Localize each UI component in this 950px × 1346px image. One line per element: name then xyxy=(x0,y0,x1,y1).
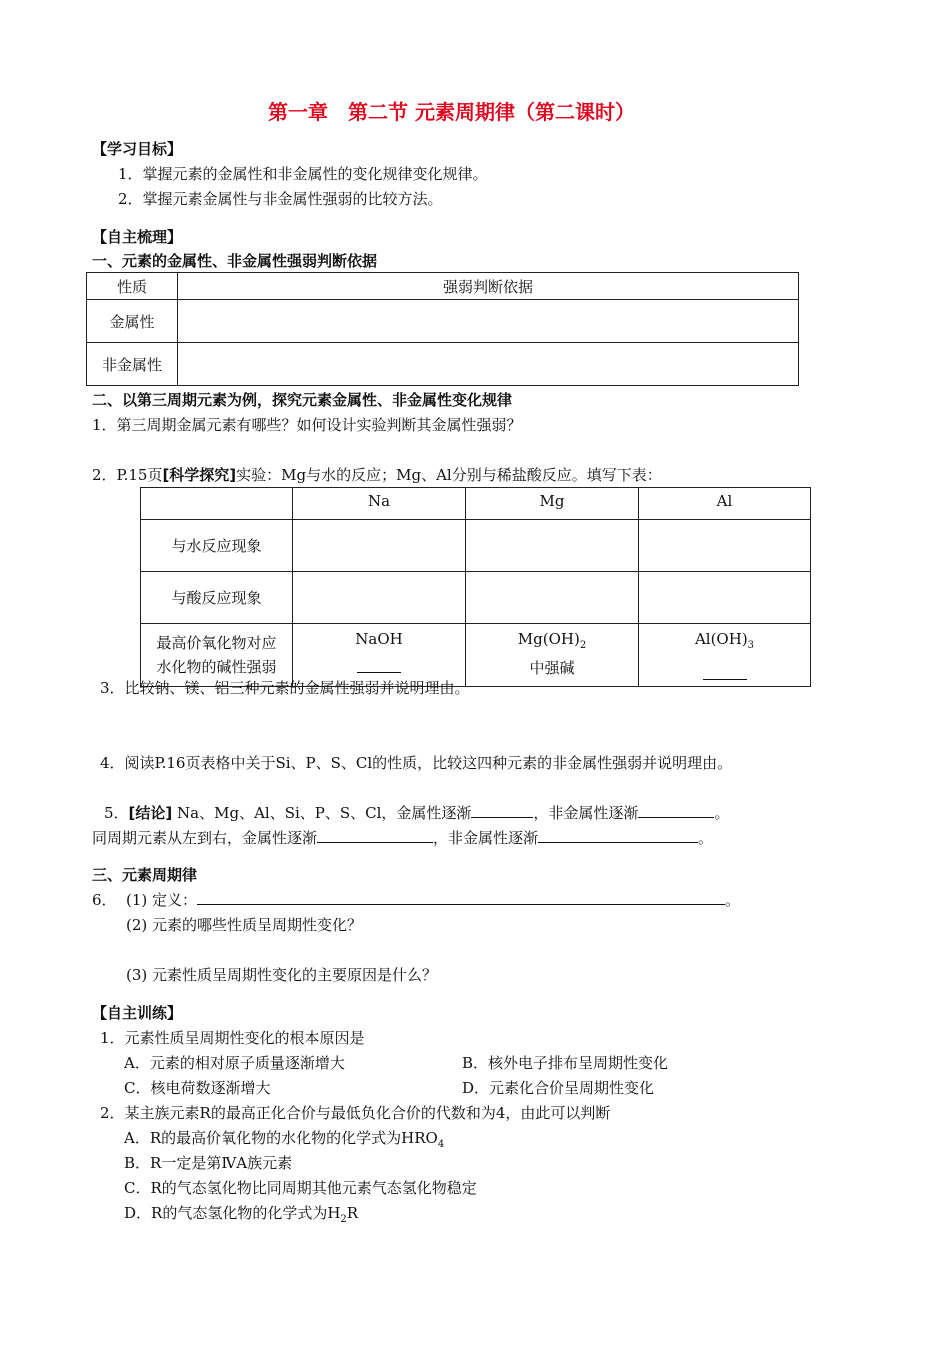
q6-1-end: 。 xyxy=(725,891,741,909)
option-2A-text: A．R的最高价氧化物的水化物的化学式为HRO xyxy=(124,1129,438,1147)
option-2D xyxy=(124,1202,358,1225)
question-5 xyxy=(104,802,729,823)
naoh-formula: NaOH xyxy=(355,630,403,648)
question-1: 1．第三周期金属元素有哪些？如何设计实验判断其金属性强弱？ xyxy=(92,416,522,434)
option-2C: C．R的气态氢化物比同周期其他元素气态氢化物稳定 xyxy=(124,1179,477,1197)
question-5-bold: [结论] xyxy=(128,804,173,822)
option-1B: B．核外电子排布呈周期性变化 xyxy=(462,1054,669,1072)
criteria-row-nonmetallic: 非金属性 xyxy=(87,343,178,386)
blank-metallic-trend[interactable] xyxy=(471,803,533,818)
question-2-suffix: 实验：Mg与水的反应；Mg、Al分别与稀盐酸反应。填写下表： xyxy=(236,466,662,484)
question-5-text-b: ，非金属性逐渐 xyxy=(533,804,639,822)
q5-line2-end: 。 xyxy=(698,829,714,847)
question-5-end: 。 xyxy=(714,804,730,822)
training-question-1: 1．元素性质呈周期性变化的根本原因是 xyxy=(100,1029,365,1047)
question-6-number: 6． xyxy=(92,891,117,909)
aloh-blank xyxy=(703,657,747,680)
criteria-cell-nonmetallic xyxy=(178,343,799,386)
criteria-row-metallic: 金属性 xyxy=(87,300,178,343)
aloh-cell xyxy=(639,624,811,687)
experiment-cell xyxy=(293,572,466,624)
experiment-header-na: Na xyxy=(293,488,466,520)
option-2A xyxy=(124,1127,444,1150)
page-title: 第一章 第二节 元素周期律（第二课时） xyxy=(268,100,635,124)
question-5-text-a: Na、Mg、Al、Si、P、S、Cl，金属性逐渐 xyxy=(172,804,472,822)
experiment-header-al: Al xyxy=(639,488,811,520)
experiment-cell xyxy=(639,520,811,572)
option-1A: A．元素的相对原子质量逐渐增大 xyxy=(124,1054,345,1072)
question-5-line-2 xyxy=(92,827,713,848)
option-1D: D．元素化合价呈周期性变化 xyxy=(462,1079,655,1097)
question-2-bold: [科学探究] xyxy=(162,466,237,484)
option-1C: C．核电荷数逐渐增大 xyxy=(124,1079,271,1097)
question-6-2: (2) 元素的哪些性质呈周期性变化？ xyxy=(126,916,363,934)
option-2D-text-a: D．R的气态氢化物的化学式为H xyxy=(124,1204,341,1222)
mgoh-sub: 2 xyxy=(579,640,587,651)
experiment-cell xyxy=(639,572,811,624)
training-question-2: 2．某主族元素R的最高正化合价与最低负化合价的代数和为4，由此可以判断 xyxy=(100,1104,611,1122)
experiment-cell xyxy=(466,572,639,624)
blank-period-nonmetallic[interactable] xyxy=(538,828,698,843)
option-2B: B．R一定是第ⅣA族元素 xyxy=(124,1154,293,1172)
aloh-base: Al(OH) xyxy=(694,630,748,648)
hydroxide-label-line-1: 最高价氧化物对应 xyxy=(156,634,277,652)
experiment-cell xyxy=(466,520,639,572)
mgoh-base: Mg(OH) xyxy=(517,630,580,648)
hydroxide-label-line-2: 水化物的碱性强弱 xyxy=(156,658,277,676)
experiment-row-water: 与水反应现象 xyxy=(141,520,293,572)
section-1-heading: 一、元素的金属性、非金属性强弱判断依据 xyxy=(92,252,378,270)
experiment-row-acid: 与酸反应现象 xyxy=(141,572,293,624)
blank-period-metallic[interactable] xyxy=(317,828,433,843)
mgoh-cell xyxy=(466,624,639,687)
section-2-heading: 二、以第三周期元素为例，探究元素金属性、非金属性变化规律 xyxy=(92,391,513,409)
question-2-prefix: 2．P.15页 xyxy=(92,466,163,484)
aloh-formula xyxy=(639,628,810,657)
q5-line2-text-b: ，非金属性逐渐 xyxy=(433,829,539,847)
question-6-3: (3) 元素性质呈周期性变化的主要原因是什么？ xyxy=(126,966,438,984)
section-3-heading: 三、元素周期律 xyxy=(92,866,198,884)
criteria-table xyxy=(86,272,799,386)
option-2A-sub: 4 xyxy=(437,1139,445,1150)
mg-strength: 中强碱 xyxy=(529,659,575,677)
option-2D-text-b: R xyxy=(346,1204,359,1222)
mgoh-formula xyxy=(466,628,638,657)
naoh-blank xyxy=(357,650,401,673)
blank-definition[interactable] xyxy=(197,890,725,905)
criteria-cell-metallic xyxy=(178,300,799,343)
blank-nonmetallic-trend[interactable] xyxy=(638,803,714,818)
experiment-cell xyxy=(293,520,466,572)
experiment-header-mg: Mg xyxy=(466,488,639,520)
experiment-table xyxy=(140,487,811,687)
option-2D-sub: 2 xyxy=(340,1214,347,1225)
question-2 xyxy=(92,464,662,485)
q5-line2-text-a: 同周期元素从左到右，金属性逐渐 xyxy=(92,829,318,847)
question-5-prefix: 5． xyxy=(104,804,129,822)
objective-1: 1．掌握元素的金属性和非金属性的变化规律变化规律。 xyxy=(118,165,488,183)
experiment-header-empty xyxy=(141,488,293,520)
q6-1-label: (1) 定义： xyxy=(126,891,198,909)
question-6-1 xyxy=(126,889,740,910)
question-4: 4．阅读P.16页表格中关于Si、P、S、Cl的性质，比较这四种元素的非金属性强弱并说明理由。 xyxy=(100,754,733,772)
review-heading: 【自主梳理】 xyxy=(92,228,183,246)
aloh-sub: 3 xyxy=(747,640,755,651)
criteria-header-basis: 强弱判断依据 xyxy=(178,273,799,300)
objective-2: 2．掌握元素金属性与非金属性强弱的比较方法。 xyxy=(118,190,443,208)
objectives-heading: 【学习目标】 xyxy=(92,140,183,158)
training-heading: 【自主训练】 xyxy=(92,1004,183,1022)
question-3: 3．比较钠、镁、铝三种元素的金属性强弱并说明理由。 xyxy=(100,679,470,697)
criteria-header-property: 性质 xyxy=(87,273,178,300)
